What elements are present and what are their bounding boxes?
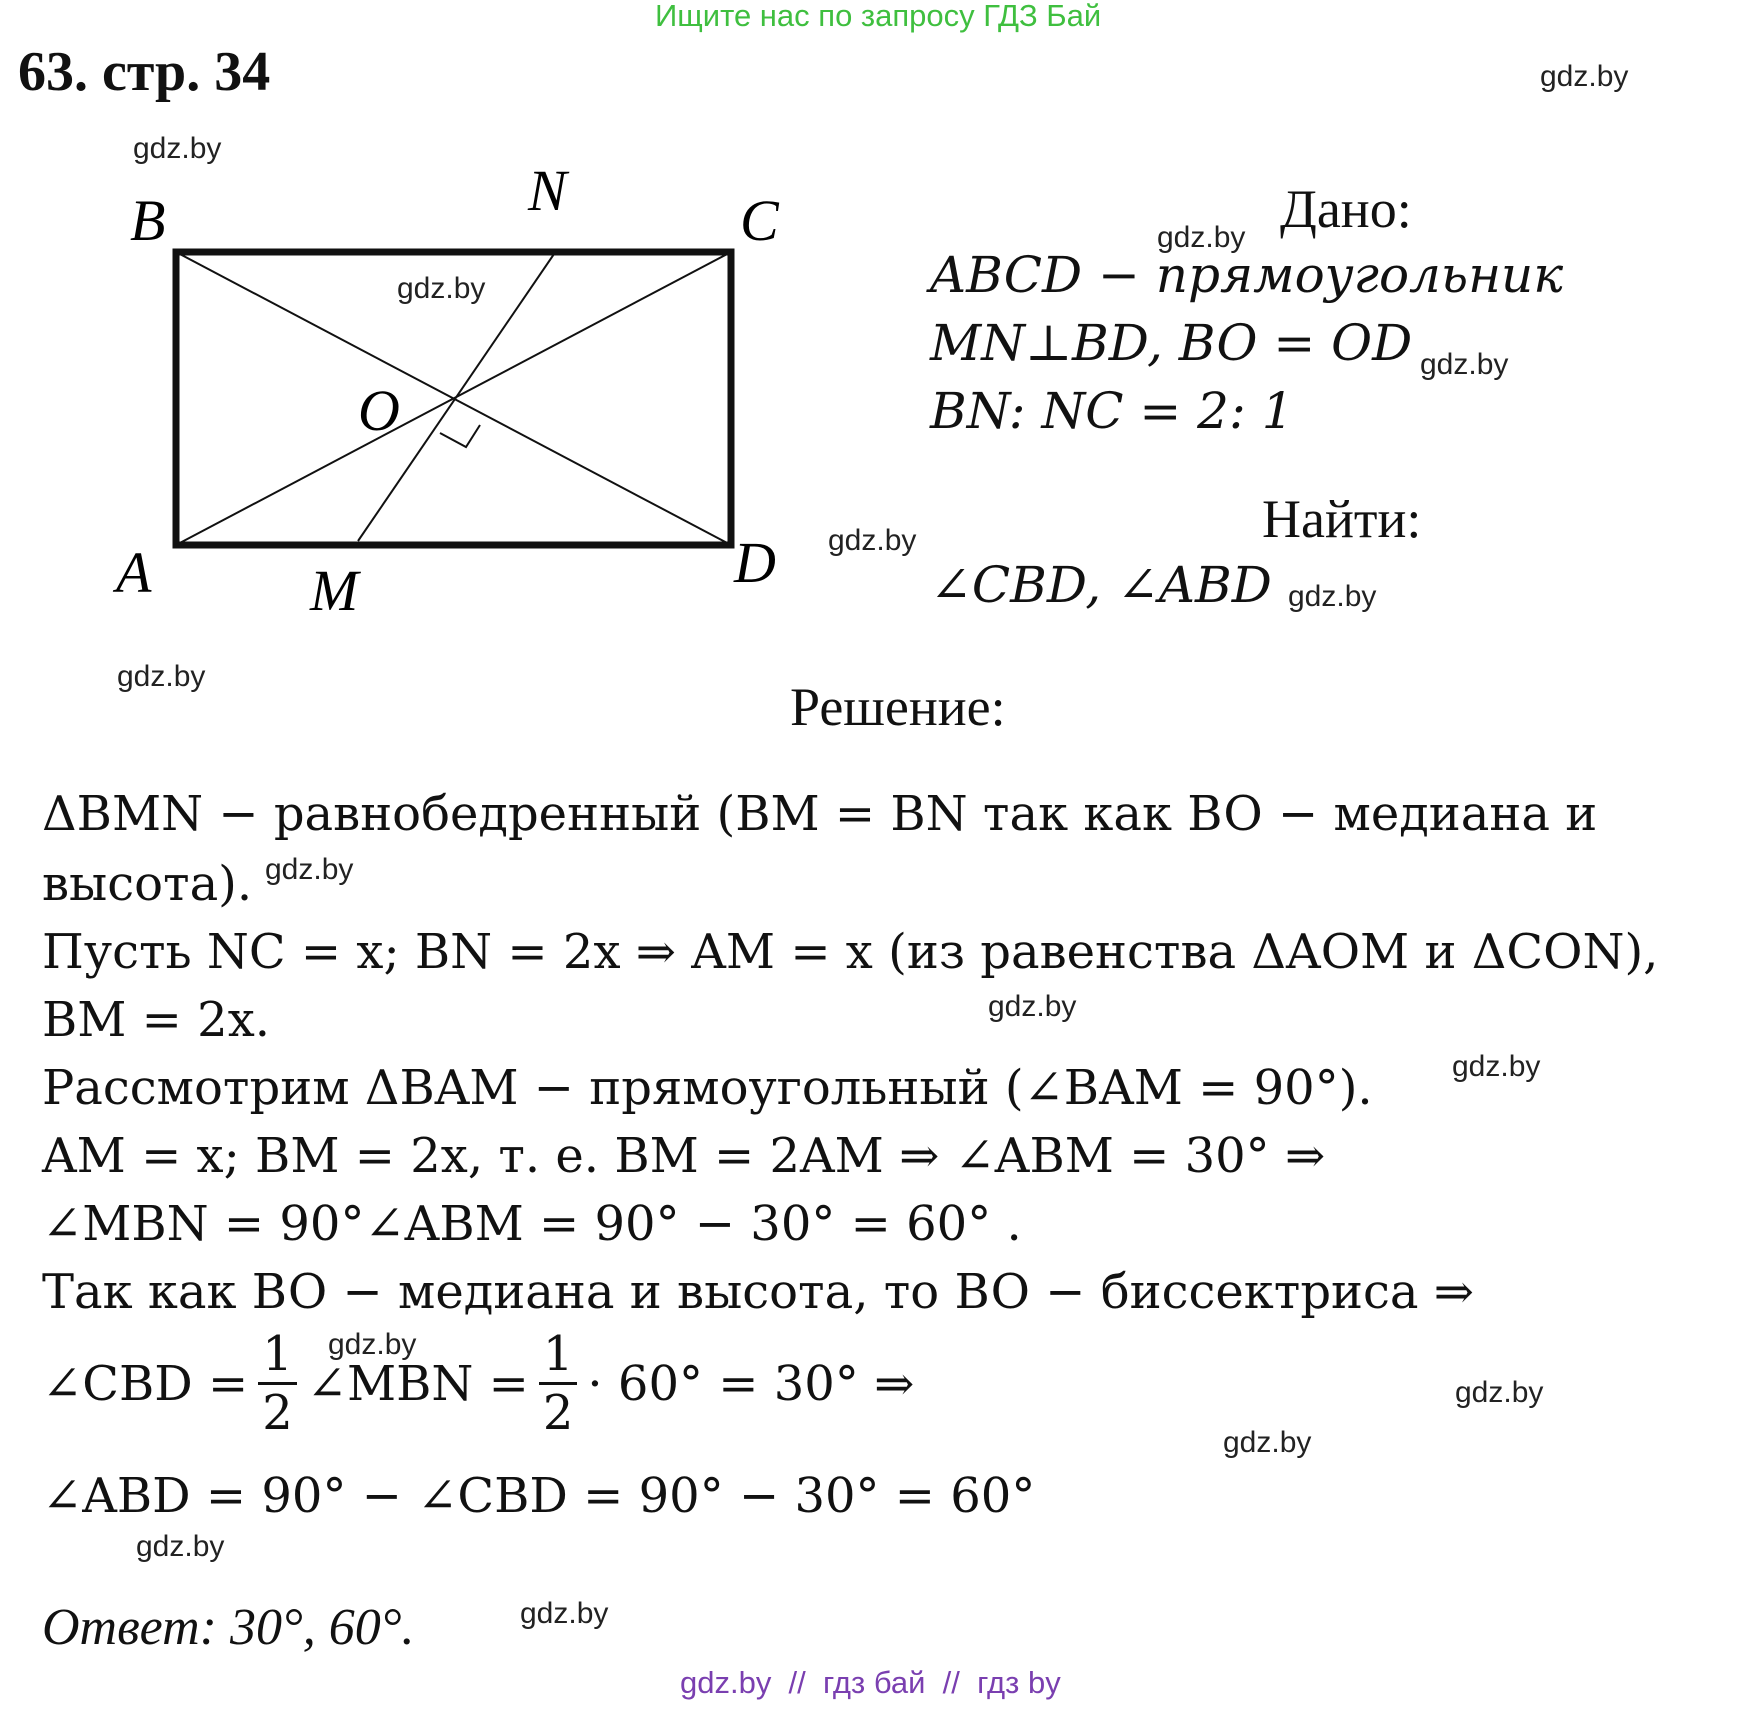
given-line: ABCD − прямоугольник <box>930 246 1564 304</box>
watermark: gdz.by <box>397 272 486 305</box>
right-angle-mark <box>440 425 480 447</box>
given-line: BN: NC = 2: 1 <box>930 382 1294 440</box>
watermark: gdz.by <box>828 524 917 557</box>
watermark: gdz.by <box>1540 60 1629 93</box>
watermark: gdz.by <box>1223 1426 1312 1459</box>
label-c: C <box>740 188 779 253</box>
top-banner: Ищите нас по запросу ГДЗ Бай <box>655 0 1102 33</box>
watermark: gdz.by <box>988 990 1077 1023</box>
answer: Ответ: 30°, 60°. <box>42 1599 415 1656</box>
watermark: gdz.by <box>1452 1050 1541 1083</box>
solution-line: Пусть NC = x; BN = 2x ⇒ AM = x (из равенства ΔAOM и ΔCON), <box>42 924 1659 980</box>
solution-line: Так как BO − медиана и высота, то BO − биссектриса ⇒ <box>42 1264 1475 1320</box>
fraction-one-half <box>258 1326 297 1441</box>
eq1-tail: · 60° = 30° ⇒ <box>587 1355 915 1412</box>
label-m: M <box>310 558 359 620</box>
solution-heading: Решение: <box>790 677 1006 737</box>
fraction-one-half <box>539 1326 578 1441</box>
solution-line: высота). <box>42 856 253 912</box>
given-line: MN⊥BD, BO = OD <box>930 314 1413 372</box>
watermark: gdz.by <box>1420 348 1509 381</box>
solution-line: ΔBMN − равнобедренный (BM = BN так как BO − медиана и <box>42 786 1598 842</box>
watermark: gdz.by <box>136 1530 225 1563</box>
given-heading: Дано: <box>1280 179 1412 239</box>
rectangle-figure <box>100 160 820 620</box>
equation-abd: ∠ABD = 90° − ∠CBD = 90° − 30° = 60° <box>42 1468 1036 1524</box>
label-n: N <box>528 160 567 223</box>
eq1-lhs: ∠CBD = <box>42 1355 249 1412</box>
eq1-mid: ∠MBN = <box>306 1355 529 1412</box>
find-line: ∠CBD, ∠ABD <box>930 556 1272 614</box>
label-a: A <box>116 540 152 605</box>
watermark: gdz.by <box>265 853 354 886</box>
problem-title: 63. стр. 34 <box>18 41 271 103</box>
fraction-numerator: 1 <box>258 1330 297 1385</box>
solution-line: Рассмотрим ΔBAM − прямоугольный (∠BAM = 90°). <box>42 1060 1373 1116</box>
footer-links[interactable]: gdz.by // гдз бай // гдз by <box>680 1665 1061 1700</box>
fraction-numerator: 1 <box>539 1330 578 1385</box>
find-heading: Найти: <box>1262 489 1422 549</box>
watermark: gdz.by <box>1288 580 1377 613</box>
label-d: D <box>734 530 776 595</box>
fraction-denominator: 2 <box>262 1385 293 1441</box>
watermark: gdz.by <box>1455 1376 1544 1409</box>
solution-line: BM = 2x. <box>42 992 271 1048</box>
watermark: gdz.by <box>117 660 206 693</box>
solution-line: ∠MBN = 90°∠ABM = 90° − 30° = 60° . <box>42 1196 1022 1252</box>
equation-cbd <box>42 1326 915 1441</box>
label-o: O <box>358 378 400 443</box>
fraction-denominator: 2 <box>542 1385 574 1441</box>
watermark: gdz.by <box>328 1328 417 1361</box>
watermark: gdz.by <box>133 132 222 165</box>
watermark: gdz.by <box>1157 221 1246 254</box>
solution-line: AM = x; BM = 2x, т. е. BM = 2AM ⇒ ∠ABM = 30° ⇒ <box>42 1128 1326 1184</box>
label-b: B <box>130 188 166 253</box>
watermark: gdz.by <box>520 1597 609 1630</box>
